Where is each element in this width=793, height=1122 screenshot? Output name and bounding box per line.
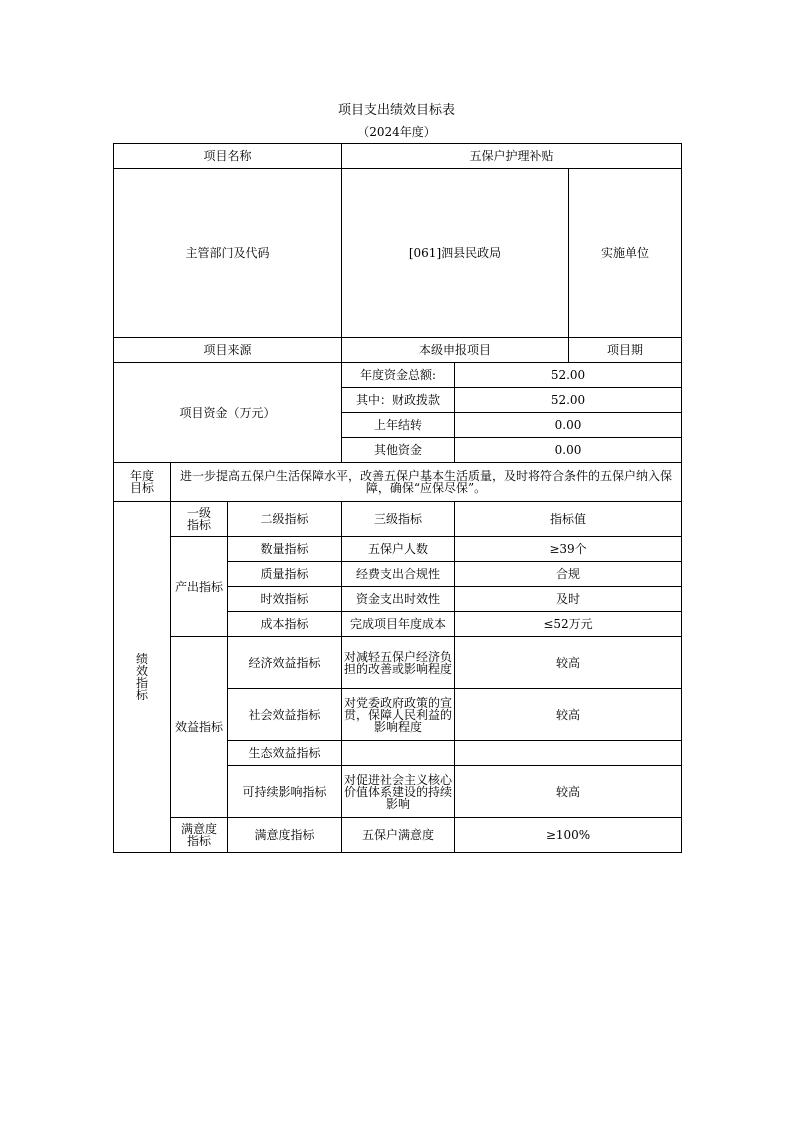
period-label: 项目期 <box>569 338 682 363</box>
level2-cell: 生态效益指标 <box>228 741 342 766</box>
dept-label: 主管部门及代码 <box>114 169 342 338</box>
annual-goal-text: 进一步提高五保户生活保障水平，改善五保户基本生活质量，及时将符合条件的五保户纳入保障，确保“应保尽保”。 <box>171 463 682 502</box>
project-name-value: 五保户护理补贴 <box>342 144 682 169</box>
source-label: 项目来源 <box>114 338 342 363</box>
fund-total-label: 年度资金总额: <box>342 363 455 388</box>
header-level1: 一级指标 <box>171 502 228 537</box>
level3-cell: 对减轻五保户经济负担的改善或影响程度 <box>342 637 455 689</box>
fund-carryover-label: 上年结转 <box>342 413 455 438</box>
level2-cell: 社会效益指标 <box>228 689 342 741</box>
annual-goal-label: 年度目标 <box>114 463 171 502</box>
level3-cell: 经费支出合规性 <box>342 562 455 587</box>
level3-cell: 对促进社会主义核心价值体系建设的持续影响 <box>342 766 455 818</box>
fund-fiscal-value: 52.00 <box>455 388 682 413</box>
page-subtitle: （2024年度） <box>357 125 436 139</box>
level3-cell <box>342 741 455 766</box>
level3-cell: 五保户满意度 <box>342 818 455 853</box>
value-cell: ≥100% <box>455 818 682 853</box>
fund-other-label: 其他资金 <box>342 438 455 463</box>
level2-cell: 数量指标 <box>228 537 342 562</box>
header-level3: 三级指标 <box>342 502 455 537</box>
satisfaction-indicators-label: 满意度指标 <box>171 818 228 853</box>
value-cell: 较高 <box>455 766 682 818</box>
value-cell <box>455 741 682 766</box>
value-cell: 较高 <box>455 637 682 689</box>
fund-total-value: 52.00 <box>455 363 682 388</box>
level2-cell: 经济效益指标 <box>228 637 342 689</box>
fund-other-value: 0.00 <box>455 438 682 463</box>
page-title: 项目支出绩效目标表 <box>337 103 455 118</box>
output-indicators-label: 产出指标 <box>171 537 228 637</box>
level2-cell: 时效指标 <box>228 587 342 612</box>
level3-cell: 五保户人数 <box>342 537 455 562</box>
value-cell: 较高 <box>455 689 682 741</box>
value-cell: ≤52万元 <box>455 612 682 637</box>
benefit-indicators-label: 效益指标 <box>171 637 228 818</box>
impl-label: 实施单位 <box>569 169 682 338</box>
performance-target-table <box>113 143 682 853</box>
header-value: 指标值 <box>455 502 682 537</box>
level2-cell: 满意度指标 <box>228 818 342 853</box>
fund-carryover-value: 0.00 <box>455 413 682 438</box>
level2-cell: 质量指标 <box>228 562 342 587</box>
funds-label: 项目资金（万元） <box>114 363 342 463</box>
fund-fiscal-label: 其中：财政拨款 <box>342 388 455 413</box>
level3-cell: 对党委政府政策的宣贯，保障人民利益的影响程度 <box>342 689 455 741</box>
indicators-section-label: 绩效指标 <box>114 502 171 853</box>
level3-cell: 资金支出时效性 <box>342 587 455 612</box>
level2-cell: 可持续影响指标 <box>228 766 342 818</box>
value-cell: 合规 <box>455 562 682 587</box>
dept-value: [061]泗县民政局 <box>342 169 569 338</box>
value-cell: ≥39个 <box>455 537 682 562</box>
level3-cell: 完成项目年度成本 <box>342 612 455 637</box>
source-value: 本级申报项目 <box>342 338 569 363</box>
level2-cell: 成本指标 <box>228 612 342 637</box>
header-level2: 二级指标 <box>228 502 342 537</box>
value-cell: 及时 <box>455 587 682 612</box>
project-name-label: 项目名称 <box>114 144 342 169</box>
